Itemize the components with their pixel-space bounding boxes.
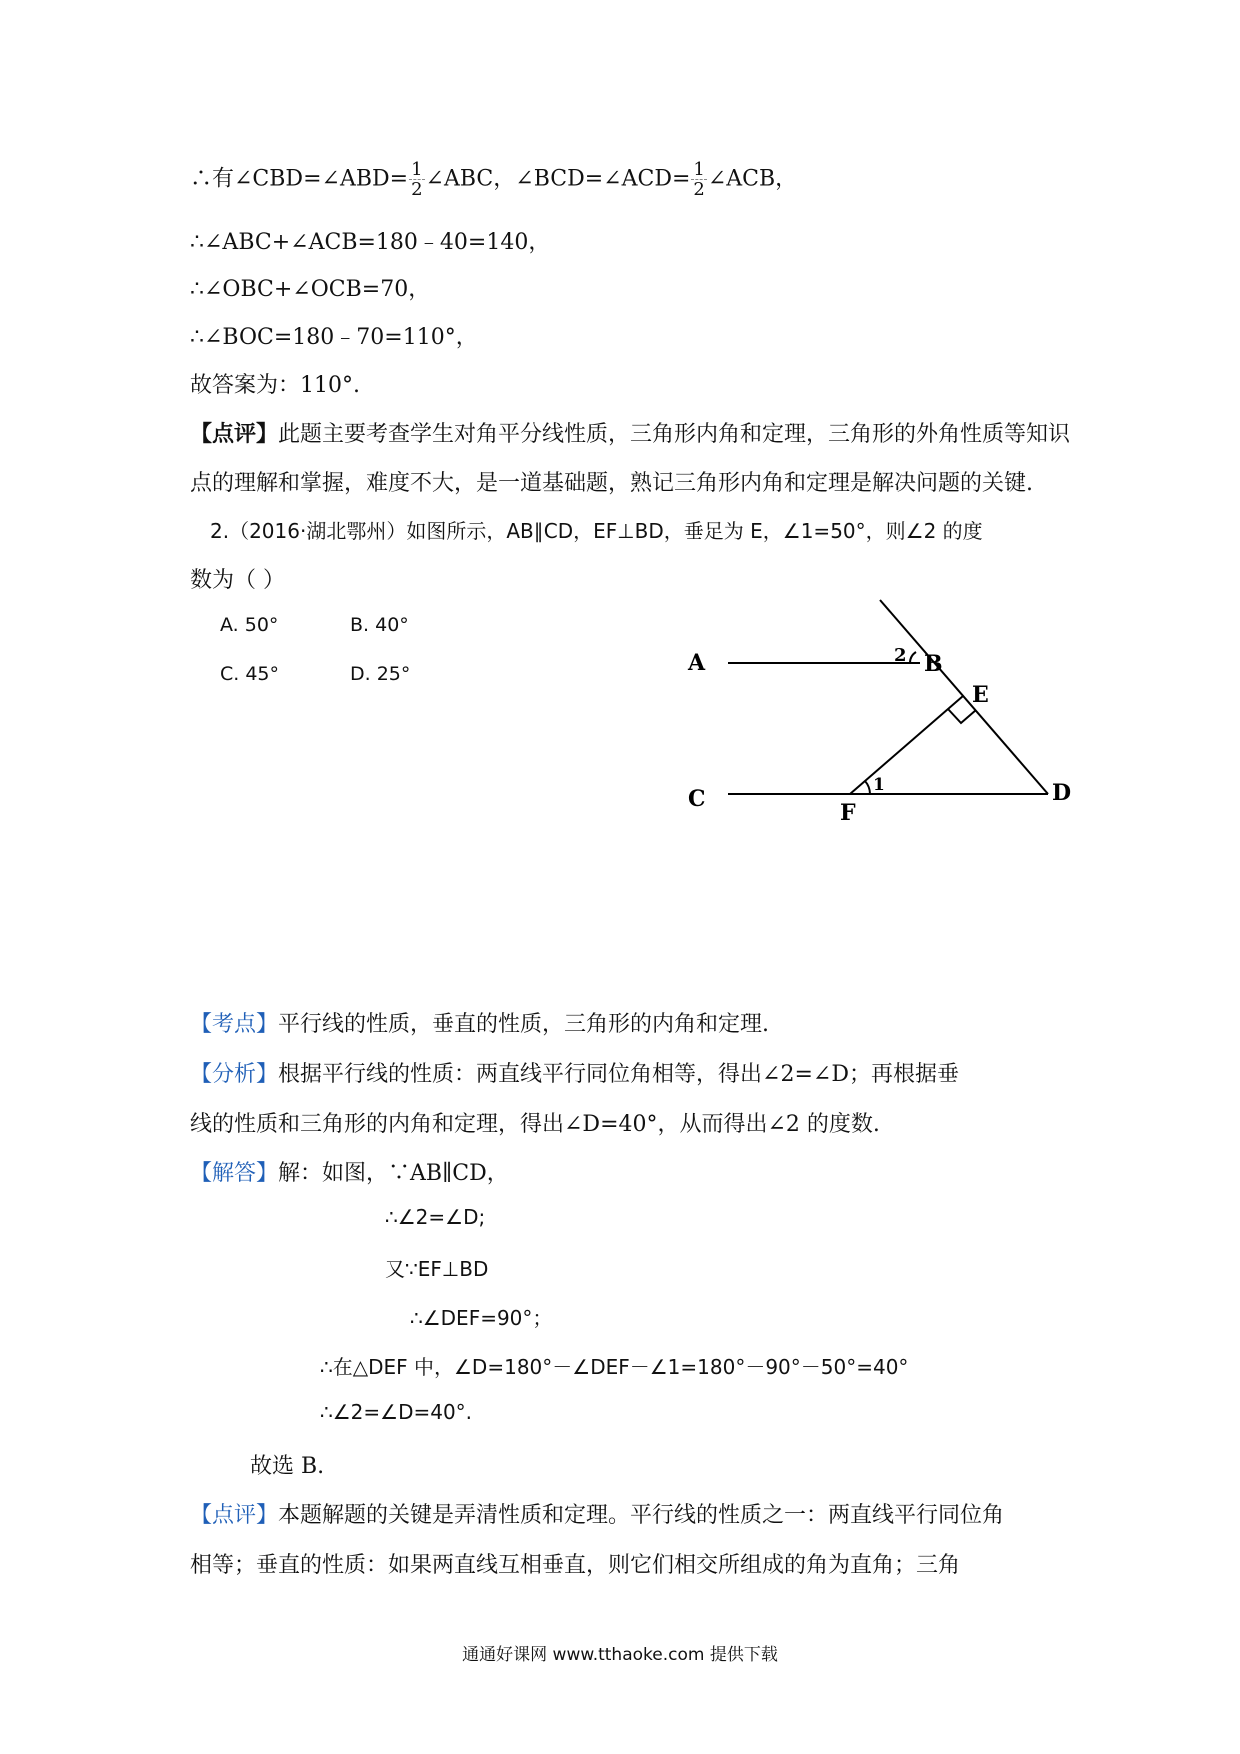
fraction-numerator: 1 bbox=[693, 159, 705, 180]
fraction-half-1 bbox=[409, 160, 424, 199]
label-d: D bbox=[1052, 780, 1072, 806]
kaodian-tag: 【考点】 bbox=[190, 1012, 279, 1037]
solution-line-1-part-c: ∠ACB， bbox=[707, 166, 798, 192]
label-a: A bbox=[688, 650, 706, 676]
dianping-tag: 【点评】 bbox=[190, 1503, 279, 1528]
solution-line-1-part-a: ∴有∠CBD=∠ABD= bbox=[190, 166, 409, 192]
solution-step-4: ∴在△DEF 中，∠D=180°－∠DEF－∠1=180°－90°－50°=40° bbox=[320, 1355, 909, 1379]
fraction-half-2 bbox=[691, 160, 706, 199]
jieda-tag: 【解答】 bbox=[190, 1161, 279, 1186]
geometry-figure bbox=[680, 590, 1100, 850]
option-c: C. 45° bbox=[220, 663, 280, 685]
jieda-line bbox=[190, 1156, 509, 1187]
comment-prev-line-2: 点的理解和掌握，难度不大，是一道基础题，熟记三角形内角和定理是解决问题的关键. bbox=[190, 471, 1033, 496]
solution-line-2: ∴∠ABC+∠ACB=180﹣40=140， bbox=[190, 230, 551, 255]
solution-step-5: ∴∠2=∠D=40°. bbox=[320, 1400, 473, 1424]
solution-answer-line: 故答案为：110°. bbox=[190, 373, 360, 398]
solution-step-6: 故选 B. bbox=[250, 1454, 325, 1479]
right-angle-mark bbox=[948, 709, 976, 723]
page-footer: 通通好课网 www.tthaoke.com 提供下载 bbox=[462, 1645, 778, 1665]
solution-step-2: 又∵EF⊥BD bbox=[385, 1257, 489, 1281]
fraction-denominator: 2 bbox=[411, 179, 423, 200]
option-d: D. 25° bbox=[350, 663, 411, 685]
fenxi-line-1 bbox=[190, 1057, 959, 1088]
solution-line-1 bbox=[190, 160, 797, 199]
solution-step-3: ∴∠DEF=90°； bbox=[410, 1306, 553, 1330]
solution-step-1: ∴∠2=∠D; bbox=[385, 1205, 486, 1229]
label-e: E bbox=[972, 682, 989, 708]
solution-line-4: ∴∠BOC=180﹣70=110°， bbox=[190, 325, 478, 350]
label-f: F bbox=[840, 800, 856, 826]
option-a: A. 50° bbox=[220, 614, 279, 636]
comment-tag: 【点评】 bbox=[190, 421, 279, 447]
line-ef bbox=[850, 696, 963, 794]
dianping-text-1: 本题解题的关键是弄清性质和定理。平行线的性质之一：两直线平行同位角 bbox=[278, 1503, 1005, 1528]
line-bd bbox=[880, 600, 1048, 794]
comment-text-1: 此题主要考查学生对角平分线性质，三角形内角和定理，三角形的外角性质等知识 bbox=[278, 422, 1071, 447]
fenxi-tag: 【分析】 bbox=[190, 1062, 279, 1087]
comment-prev-line-1 bbox=[190, 417, 1070, 448]
label-b: B bbox=[924, 651, 943, 677]
question-2-line-1: 2.（2016·湖北鄂州）如图所示，AB∥CD，EF⊥BD，垂足为 E，∠1=50°，则∠2 的度 bbox=[210, 519, 983, 543]
fraction-numerator: 1 bbox=[411, 159, 423, 180]
fenxi-text-1: 根据平行线的性质：两直线平行同位角相等，得出∠2=∠D；再根据垂 bbox=[278, 1062, 959, 1087]
option-b: B. 40° bbox=[350, 614, 409, 636]
dianping-line-2: 相等；垂直的性质：如果两直线互相垂直，则它们相交所组成的角为直角；三角 bbox=[190, 1553, 961, 1578]
solution-line-3: ∴∠OBC+∠OCB=70， bbox=[190, 277, 431, 302]
dianping-line-1 bbox=[190, 1498, 1004, 1529]
angle-1-arc bbox=[865, 781, 870, 794]
question-2-line-2: 数为（ ） bbox=[190, 568, 285, 593]
angle-2-arc bbox=[910, 652, 916, 663]
fenxi-line-2: 线的性质和三角形的内角和定理，得出∠D=40°，从而得出∠2 的度数. bbox=[190, 1112, 880, 1137]
jieda-text: 解：如图，∵AB∥CD， bbox=[278, 1161, 509, 1186]
label-angle-1: 1 bbox=[873, 775, 885, 795]
solution-line-1-part-b: ∠ABC，∠BCD=∠ACD= bbox=[425, 166, 691, 192]
kaodian-text: 平行线的性质，垂直的性质，三角形的内角和定理. bbox=[278, 1012, 770, 1037]
label-angle-2: 2 bbox=[894, 645, 907, 666]
label-c: C bbox=[688, 786, 706, 812]
kaodian-line bbox=[190, 1007, 769, 1038]
fraction-denominator: 2 bbox=[693, 179, 705, 200]
